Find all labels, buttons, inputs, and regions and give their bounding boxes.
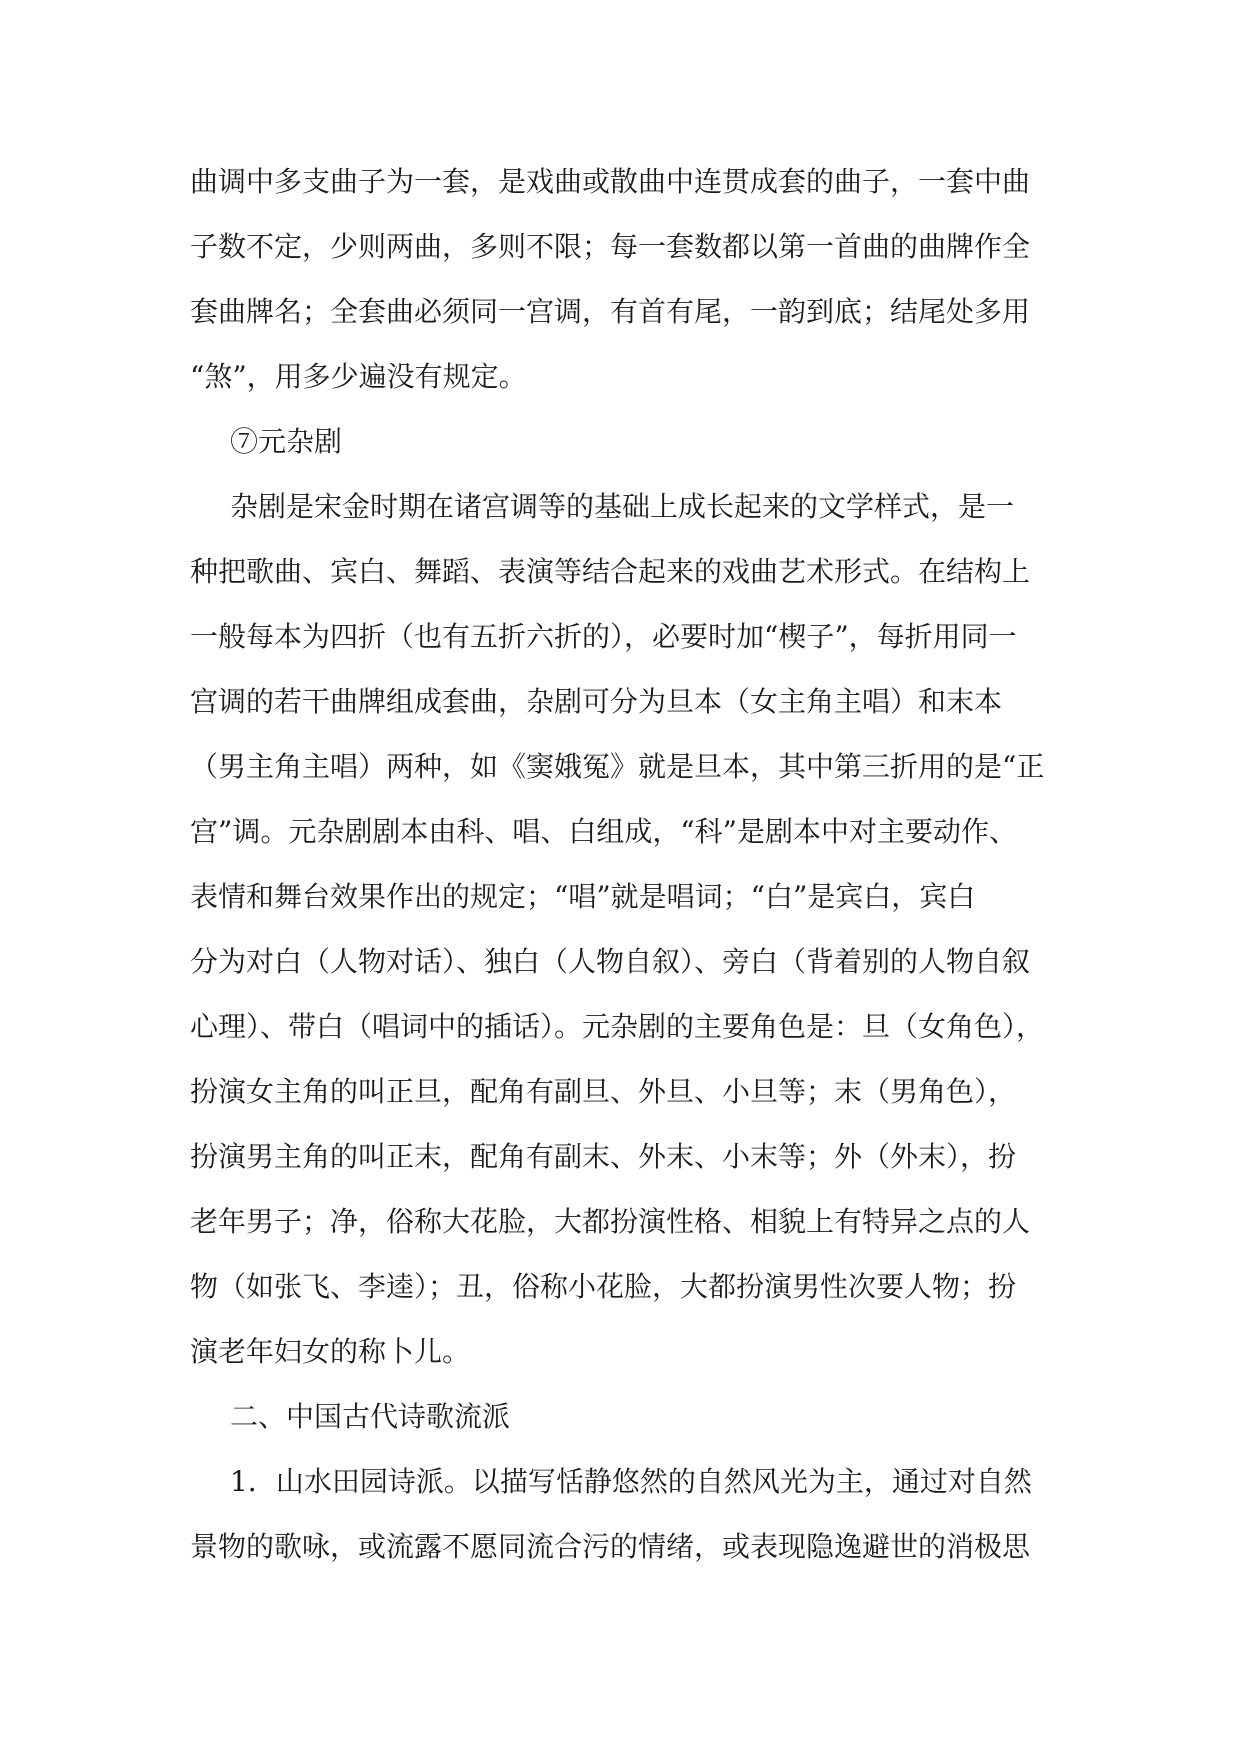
text-line: 二、中国古代诗歌流派 (230, 1400, 511, 1433)
text-line: 套曲牌名；全套曲必须同一宫调，有首有尾，一韵到底；结尾处多用 (190, 295, 1031, 328)
text-line: 分为对白（人物对话）、独白（人物自叙）、旁白（背着别的人物自叙 (190, 945, 1031, 978)
text-line: “煞”，用多少遍没有规定。 (190, 360, 527, 393)
document-page (190, 156, 1058, 1586)
document-body (190, 156, 1058, 1586)
text-line: 老年男子；净，俗称大花脸，大都扮演性格、相貌上有特异之点的人 (190, 1205, 1031, 1238)
text-line: 扮演男主角的叫正末，配角有副末、外末、小末等；外（外末），扮 (190, 1140, 1017, 1173)
text-line: 心理）、带白（唱词中的插话）。元杂剧的主要角色是：旦（女角色）， (190, 1010, 1045, 1043)
text-line: 扮演女主角的叫正旦，配角有副旦、外旦、小旦等；末（男角色）， (190, 1075, 1017, 1108)
text-line: 景物的歌咏，或流露不愿同流合污的情绪，或表现隐逸避世的消极思 (190, 1530, 1031, 1563)
text-line: 表情和舞台效果作出的规定；“唱”就是唱词；“白”是宾白，宾白 (190, 880, 976, 913)
text-line: （男主角主唱）两种，如《窦娥冤》就是旦本，其中第三折用的是“正 (190, 750, 1045, 783)
text-line: 物（如张飞、李逵）；丑，俗称小花脸，大都扮演男性次要人物；扮 (190, 1270, 1017, 1303)
text-line: 1．山水田园诗派。以描写恬静悠然的自然风光为主，通过对自然 (230, 1465, 1032, 1498)
text-line: 曲调中多支曲子为一套，是戏曲或散曲中连贯成套的曲子，一套中曲 (190, 165, 1031, 198)
text-line: 杂剧是宋金时期在诸宫调等的基础上成长起来的文学样式，是一 (230, 490, 1015, 523)
text-line: ⑦元杂剧 (230, 425, 343, 458)
text-line: 子数不定，少则两曲，多则不限；每一套数都以第一首曲的曲牌作全 (190, 230, 1031, 263)
text-line: 宫”调。元杂剧剧本由科、唱、白组成，“科”是剧本中对主要动作、 (190, 815, 1017, 848)
text-line: 宫调的若干曲牌组成套曲，杂剧可分为旦本（女主角主唱）和末本 (190, 685, 1003, 718)
text-line: 种把歌曲、宾白、舞蹈、表演等结合起来的戏曲艺术形式。在结构上 (190, 555, 1031, 588)
text-line: 演老年妇女的称卜儿。 (190, 1335, 471, 1368)
text-line: 一般每本为四折（也有五折六折的），必要时加“楔子”，每折用同一 (190, 620, 1017, 653)
